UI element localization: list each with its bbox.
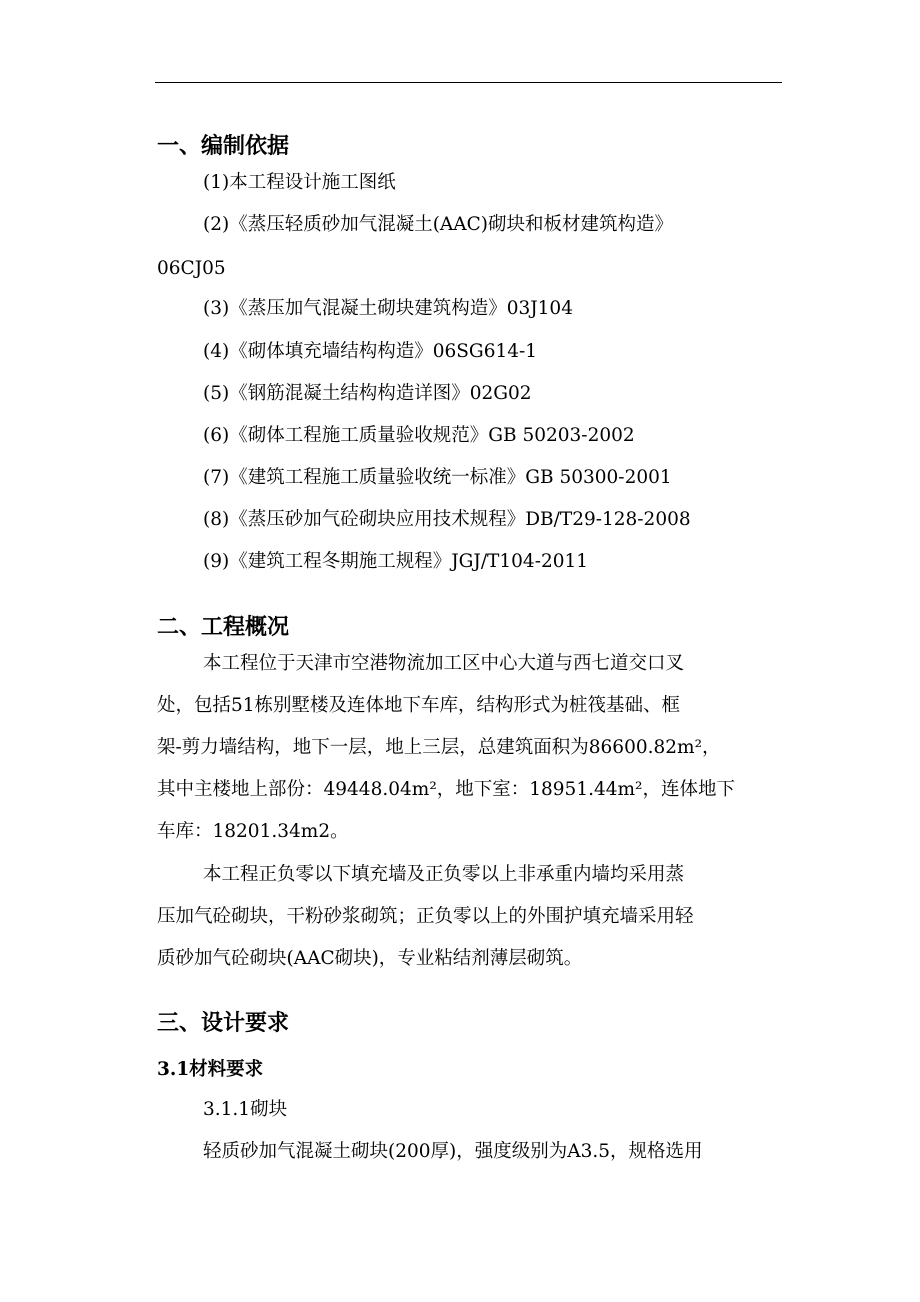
reference-item-7: (7)《建筑工程施工质量验收统一标准》GB 50300-2001 <box>203 467 672 488</box>
overview-para2-line2: 压加气砼砌块，干粉砂浆砌筑；正负零以上的外围护填充墙采用轻 <box>157 906 694 927</box>
overview-para2-line3: 质砂加气砼砌块(AAC砌块)，专业粘结剂薄层砌筑。 <box>157 948 583 969</box>
reference-item-4: (4)《砌体填充墙结构构造》06SG614-1 <box>203 341 538 362</box>
overview-para1-line4: 其中主楼地上部份：49448.04m²，地下室：18951.44m²，连体地下 <box>157 779 735 800</box>
overview-para1-line2: 处，包括51栋别墅楼及连体地下车库，结构形式为桩筏基础、框 <box>157 695 681 716</box>
subsection-heading-3-1: 3.1材料要求 <box>157 1059 264 1080</box>
reference-item-6: (6)《砌体工程施工质量验收规范》GB 50203-2002 <box>203 425 635 446</box>
reference-item-8: (8)《蒸压砂加气砼砌块应用技术规程》DB/T29-128-2008 <box>203 509 691 530</box>
section-heading-3: 三、设计要求 <box>157 1010 290 1036</box>
section-heading-2: 二、工程概况 <box>157 614 290 640</box>
block-spec-text: 轻质砂加气混凝土砌块(200厚)，强度级别为A3.5，规格选用 <box>203 1141 703 1162</box>
header-rule <box>155 82 782 83</box>
reference-item-9: (9)《建筑工程冬期施工规程》JGJ/T104-2011 <box>203 551 589 572</box>
reference-item-1: (1)本工程设计施工图纸 <box>203 172 396 193</box>
overview-para1-line3: 架-剪力墙结构，地下一层，地上三层，总建筑面积为86600.82m²， <box>157 737 721 758</box>
overview-para2-line1: 本工程正负零以下填充墙及正负零以上非承重内墙均采用蒸 <box>203 864 685 885</box>
reference-item-2: (2)《蒸压轻质砂加气混凝土(AAC)砌块和板材建筑构造》 <box>203 214 674 235</box>
overview-para1-line5: 车库：18201.34m2。 <box>157 821 349 842</box>
subsubsection-heading-3-1-1: 3.1.1砌块 <box>203 1099 288 1120</box>
reference-item-2-cont: 06CJ05 <box>157 258 226 279</box>
overview-para1-line1: 本工程位于天津市空港物流加工区中心大道与西七道交口叉 <box>203 653 685 674</box>
section-heading-1: 一、编制依据 <box>157 133 290 159</box>
reference-item-3: (3)《蒸压加气混凝土砌块建筑构造》03J104 <box>203 298 573 319</box>
reference-item-5: (5)《钢筋混凝土结构构造详图》02G02 <box>203 383 532 404</box>
